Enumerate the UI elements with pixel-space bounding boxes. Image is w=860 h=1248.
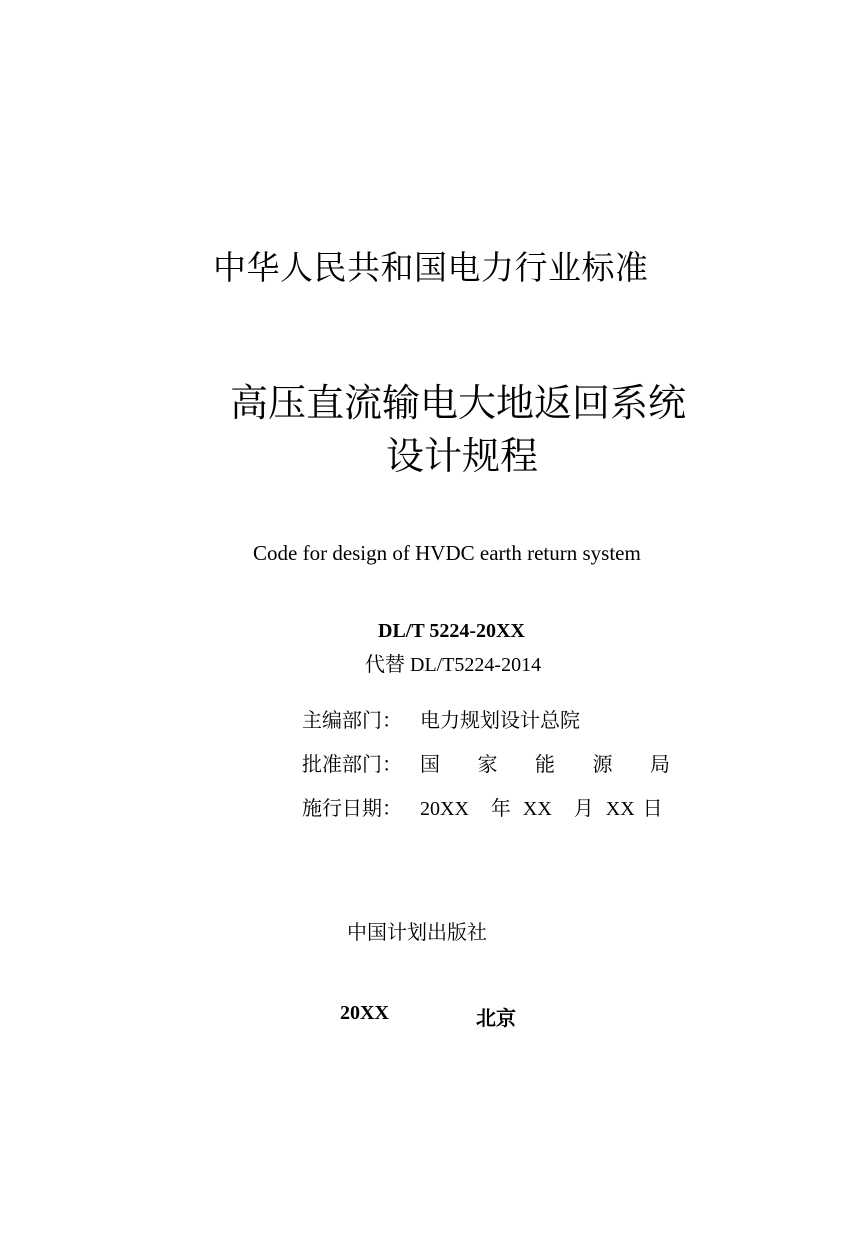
approver-row — [302, 748, 670, 777]
editor-value: 电力规划设计总院 — [420, 708, 580, 732]
publisher-name: 中国计划出版社 — [347, 920, 487, 944]
effective-month: XX — [522, 798, 552, 820]
effective-day: XX — [605, 798, 635, 820]
effective-date-row — [302, 792, 663, 821]
editor-row — [302, 704, 580, 733]
english-title: Code for design of HVDC earth return system — [253, 541, 641, 565]
month-unit: 月 — [573, 798, 594, 820]
effective-year: 20XX — [420, 798, 469, 820]
editor-label: 主编部门： — [302, 708, 402, 732]
replaces-standard: 代替 DL/T5224-2014 — [365, 654, 542, 676]
document-title-line2: 设计规程 — [386, 434, 539, 478]
approver-value — [420, 748, 670, 777]
document-title-line1: 高压直流输电大地返回系统 — [230, 381, 687, 425]
approver-char: 家 — [477, 752, 498, 776]
industry-standard-heading: 中华人民共和国电力行业标准 — [213, 248, 649, 287]
publication-year: 20XX — [340, 1002, 389, 1024]
approver-char: 能 — [535, 752, 555, 776]
approver-char: 国 — [420, 752, 440, 776]
publication-city: 北京 — [476, 1006, 516, 1030]
approver-char: 源 — [592, 752, 613, 776]
effective-date-value — [420, 792, 663, 821]
standard-code: DL/T 5224-20XX — [378, 620, 525, 642]
day-unit: 日 — [642, 798, 663, 820]
year-unit: 年 — [490, 798, 511, 820]
approver-char: 局 — [650, 752, 670, 776]
approver-label: 批准部门： — [302, 752, 402, 776]
effective-date-label: 施行日期： — [302, 796, 402, 820]
